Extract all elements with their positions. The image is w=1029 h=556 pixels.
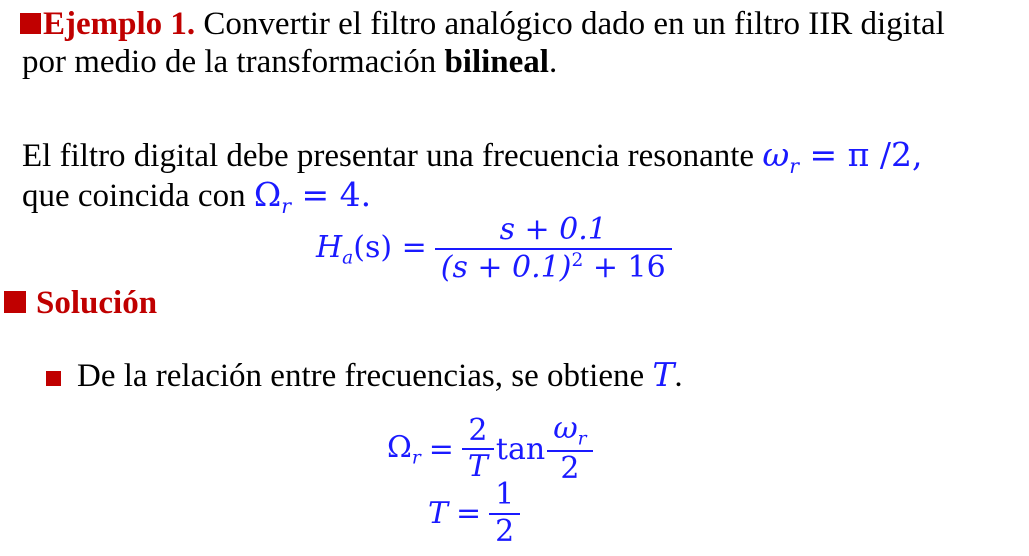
- eq1-frac2-den: 2: [560, 450, 580, 486]
- eq1-lhs: [387, 430, 421, 469]
- eq1-equals: =: [428, 431, 454, 467]
- transfer-fraction: [435, 213, 672, 285]
- eq1-fraction-2-over-T: [462, 414, 494, 485]
- bilineal-bold-text: bilineal: [444, 44, 549, 80]
- small-red-square-bullet-icon: [46, 371, 61, 386]
- example-intro-text: Convertir el filtro analógico dado en un filtro IIR digital: [195, 6, 945, 42]
- transfer-denominator: [435, 250, 672, 286]
- example-line-2-period: .: [548, 44, 558, 80]
- eq1-frac-num: 2: [468, 412, 488, 448]
- omega-symbol: ω: [762, 135, 790, 174]
- example-line-2-text: por medio de la transformación: [22, 44, 445, 80]
- eq1-omega-sub: r: [577, 428, 587, 450]
- denominator-exponent: 2: [571, 249, 584, 271]
- eq1-capital-omega: Ω: [387, 429, 412, 465]
- solution-bullet-item: [46, 355, 683, 394]
- omega-r-value: = π /2,: [799, 135, 923, 174]
- bullet-T-symbol: T: [652, 355, 675, 394]
- omega-tan-equation: [387, 412, 593, 486]
- paragraph-line-2-text: que coincida con: [22, 178, 254, 214]
- transfer-H-subscript: a: [342, 247, 354, 269]
- eq1-frac2-num: [547, 412, 592, 450]
- transfer-lhs: [316, 230, 427, 269]
- eq2-equals: =: [456, 496, 482, 531]
- red-square-bullet-icon: [20, 13, 41, 34]
- example-label: Ejemplo 1.: [43, 6, 196, 42]
- example-line-1: [20, 8, 945, 41]
- capital-omega-r-value: = 4.: [290, 175, 372, 214]
- paragraph-line-1-text: El filtro digital debe presentar una frecuencia resonante: [22, 138, 763, 174]
- eq1-subscript: r: [411, 447, 421, 469]
- solution-title: Solución: [36, 285, 158, 321]
- omega-subscript: r: [789, 154, 800, 179]
- capital-omega-r-expression: [253, 175, 372, 219]
- T-value-equation: [428, 478, 520, 549]
- eq2-frac-num: 1: [495, 477, 515, 512]
- eq1-frac-den: T: [467, 449, 488, 485]
- paragraph-line-1: [22, 135, 923, 179]
- paragraph-line-2: [22, 175, 372, 219]
- bullet-text: De la relación entre frecuencias, se obtiene: [77, 358, 653, 394]
- eq1-tan: tan: [495, 431, 546, 467]
- red-square-bullet-icon: [4, 291, 26, 313]
- transfer-H: H: [316, 229, 343, 265]
- eq2-frac-den: 2: [495, 513, 515, 549]
- example-line-2: [22, 46, 557, 79]
- eq1-omega: ω: [553, 411, 578, 446]
- eq2-fraction: [489, 478, 520, 549]
- denominator-part-2: + 16: [583, 249, 666, 285]
- transfer-function-equation: [316, 213, 672, 285]
- solution-heading: [4, 287, 157, 320]
- omega-r-expression: [762, 135, 923, 179]
- capital-omega-symbol: Ω: [253, 175, 282, 214]
- eq1-fraction-omega-over-2: [547, 412, 592, 486]
- transfer-args: (s) =: [353, 229, 427, 265]
- denominator-part-1: (s + 0.1): [440, 249, 572, 285]
- capital-omega-subscript: r: [281, 194, 291, 219]
- transfer-numerator: s + 0.1: [499, 212, 607, 247]
- eq2-T: T: [428, 496, 449, 531]
- bullet-period: .: [674, 358, 683, 394]
